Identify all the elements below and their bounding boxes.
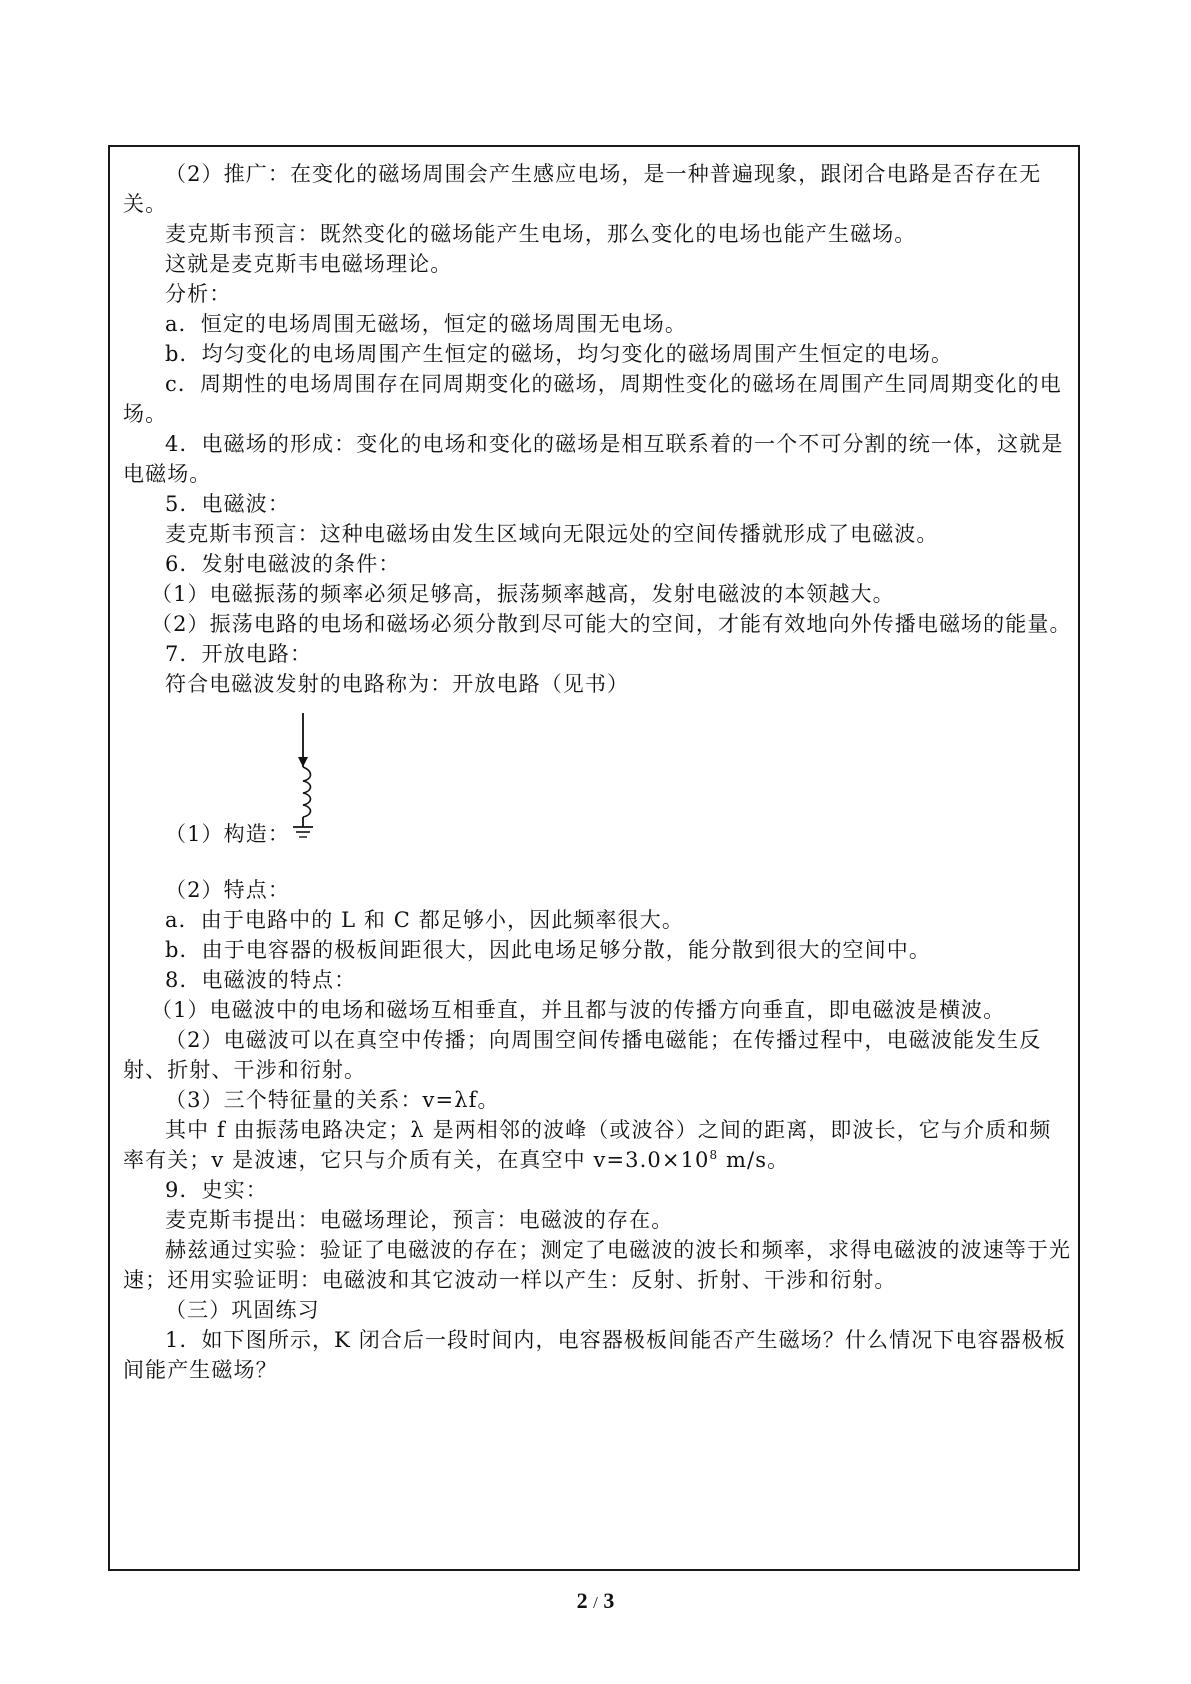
paragraph: 5．电磁波： [165, 492, 290, 516]
paragraph: （2）电磁波可以在真空中传播；向周围空间传播电磁能；在传播过程中，电磁波能发生反射、折射、干涉和衍射。 [123, 1028, 1042, 1082]
paragraph: 这就是麦克斯韦电磁场理论。 [165, 252, 453, 276]
paragraph: 赫兹通过实验：验证了电磁波的存在；测定了电磁波的波长和频率，求得电磁波的波速等于光速；还用实验证明：电磁波和其它波动一样以产生：反射、折射、干涉和衍射。 [123, 1238, 1072, 1292]
paragraph: 9．史实： [165, 1178, 268, 1202]
paragraph: （2）振荡电路的电场和磁场必须分散到尽可能大的空间，才能有效地向外传播电磁场的能量。 [151, 612, 1072, 636]
content-table-cell [108, 145, 1080, 1571]
paragraph: b．由于电容器的极板间距很大，因此电场足够分散，能分散到很大的空间中。 [165, 938, 931, 962]
open-circuit-figure [123, 699, 1073, 875]
paragraph: （2）推广：在变化的磁场周围会产生感应电场，是一种普遍现象，跟闭合电路是否存在无关。 [123, 162, 1042, 216]
paragraph: 符合电磁波发射的电路称为：开放电路（见书） [165, 672, 630, 696]
paragraph: （1）构造： [165, 822, 290, 846]
paragraph: a．由于电路中的 L 和 C 都足够小，因此频率很大。 [165, 908, 684, 932]
paragraph: （3）三个特征量的关系：v=λf。 [165, 1088, 500, 1112]
document-body [123, 159, 1073, 1385]
page-total: 3 [603, 1588, 615, 1613]
paragraph: 麦克斯韦提出：电磁场理论，预言：电磁波的存在。 [165, 1208, 674, 1232]
paragraph: b．均匀变化的电场周围产生恒定的磁场，均匀变化的磁场周围产生恒定的电场。 [165, 342, 954, 366]
paragraph: 6．发射电磁波的条件： [165, 552, 401, 576]
paragraph: （2）特点： [165, 878, 290, 902]
paragraph: c．周期性的电场周围存在同周期变化的磁场，周期性变化的磁场在周围产生同周期变化的电场。 [123, 372, 1062, 426]
paragraph: 4．电磁场的形成：变化的电场和变化的磁场是相互联系着的一个不可分割的统一体，这就是电磁场。 [123, 432, 1064, 486]
page-separator: / [593, 1593, 598, 1612]
text-run: 其中 f 由振荡电路决定；λ 是两相邻的波峰（或波谷）之间的距离，即波长，它与介质和频率有关；v 是波速，它只与介质有关，在真空中 v=3.0×10 [123, 1118, 1052, 1172]
paragraph: 麦克斯韦预言：既然变化的磁场能产生电场，那么变化的电场也能产生磁场。 [165, 222, 917, 246]
paragraph: 麦克斯韦预言：这种电磁场由发生区域向无限远处的空间传播就形成了电磁波。 [165, 522, 939, 546]
paragraph: （1）电磁波中的电场和磁场互相垂直，并且都与波的传播方向垂直，即电磁波是横波。 [151, 998, 1006, 1022]
page-current: 2 [576, 1588, 588, 1613]
paragraph: 8．电磁波的特点： [165, 968, 357, 992]
paragraph: a．恒定的电场周围无磁场，恒定的磁场周围无电场。 [165, 312, 687, 336]
superscript: 8 [709, 1148, 719, 1162]
page-number [0, 1588, 1191, 1614]
paragraph: 1．如下图所示，K 闭合后一段时间内，电容器极板间能否产生磁场？什么情况下电容器极板间能产生磁场？ [123, 1328, 1066, 1382]
section-heading: （三）巩固练习 [165, 1298, 320, 1322]
paragraph: （1）电磁振荡的频率必须足够高，振荡频率越高，发射电磁波的本领越大。 [151, 582, 895, 606]
antenna-coil-ground-diagram [283, 713, 323, 853]
text-run: m/s。 [718, 1148, 790, 1172]
paragraph: 7．开放电路： [165, 642, 313, 666]
paragraph [123, 1115, 1073, 1175]
paragraph: 分析： [165, 282, 232, 306]
